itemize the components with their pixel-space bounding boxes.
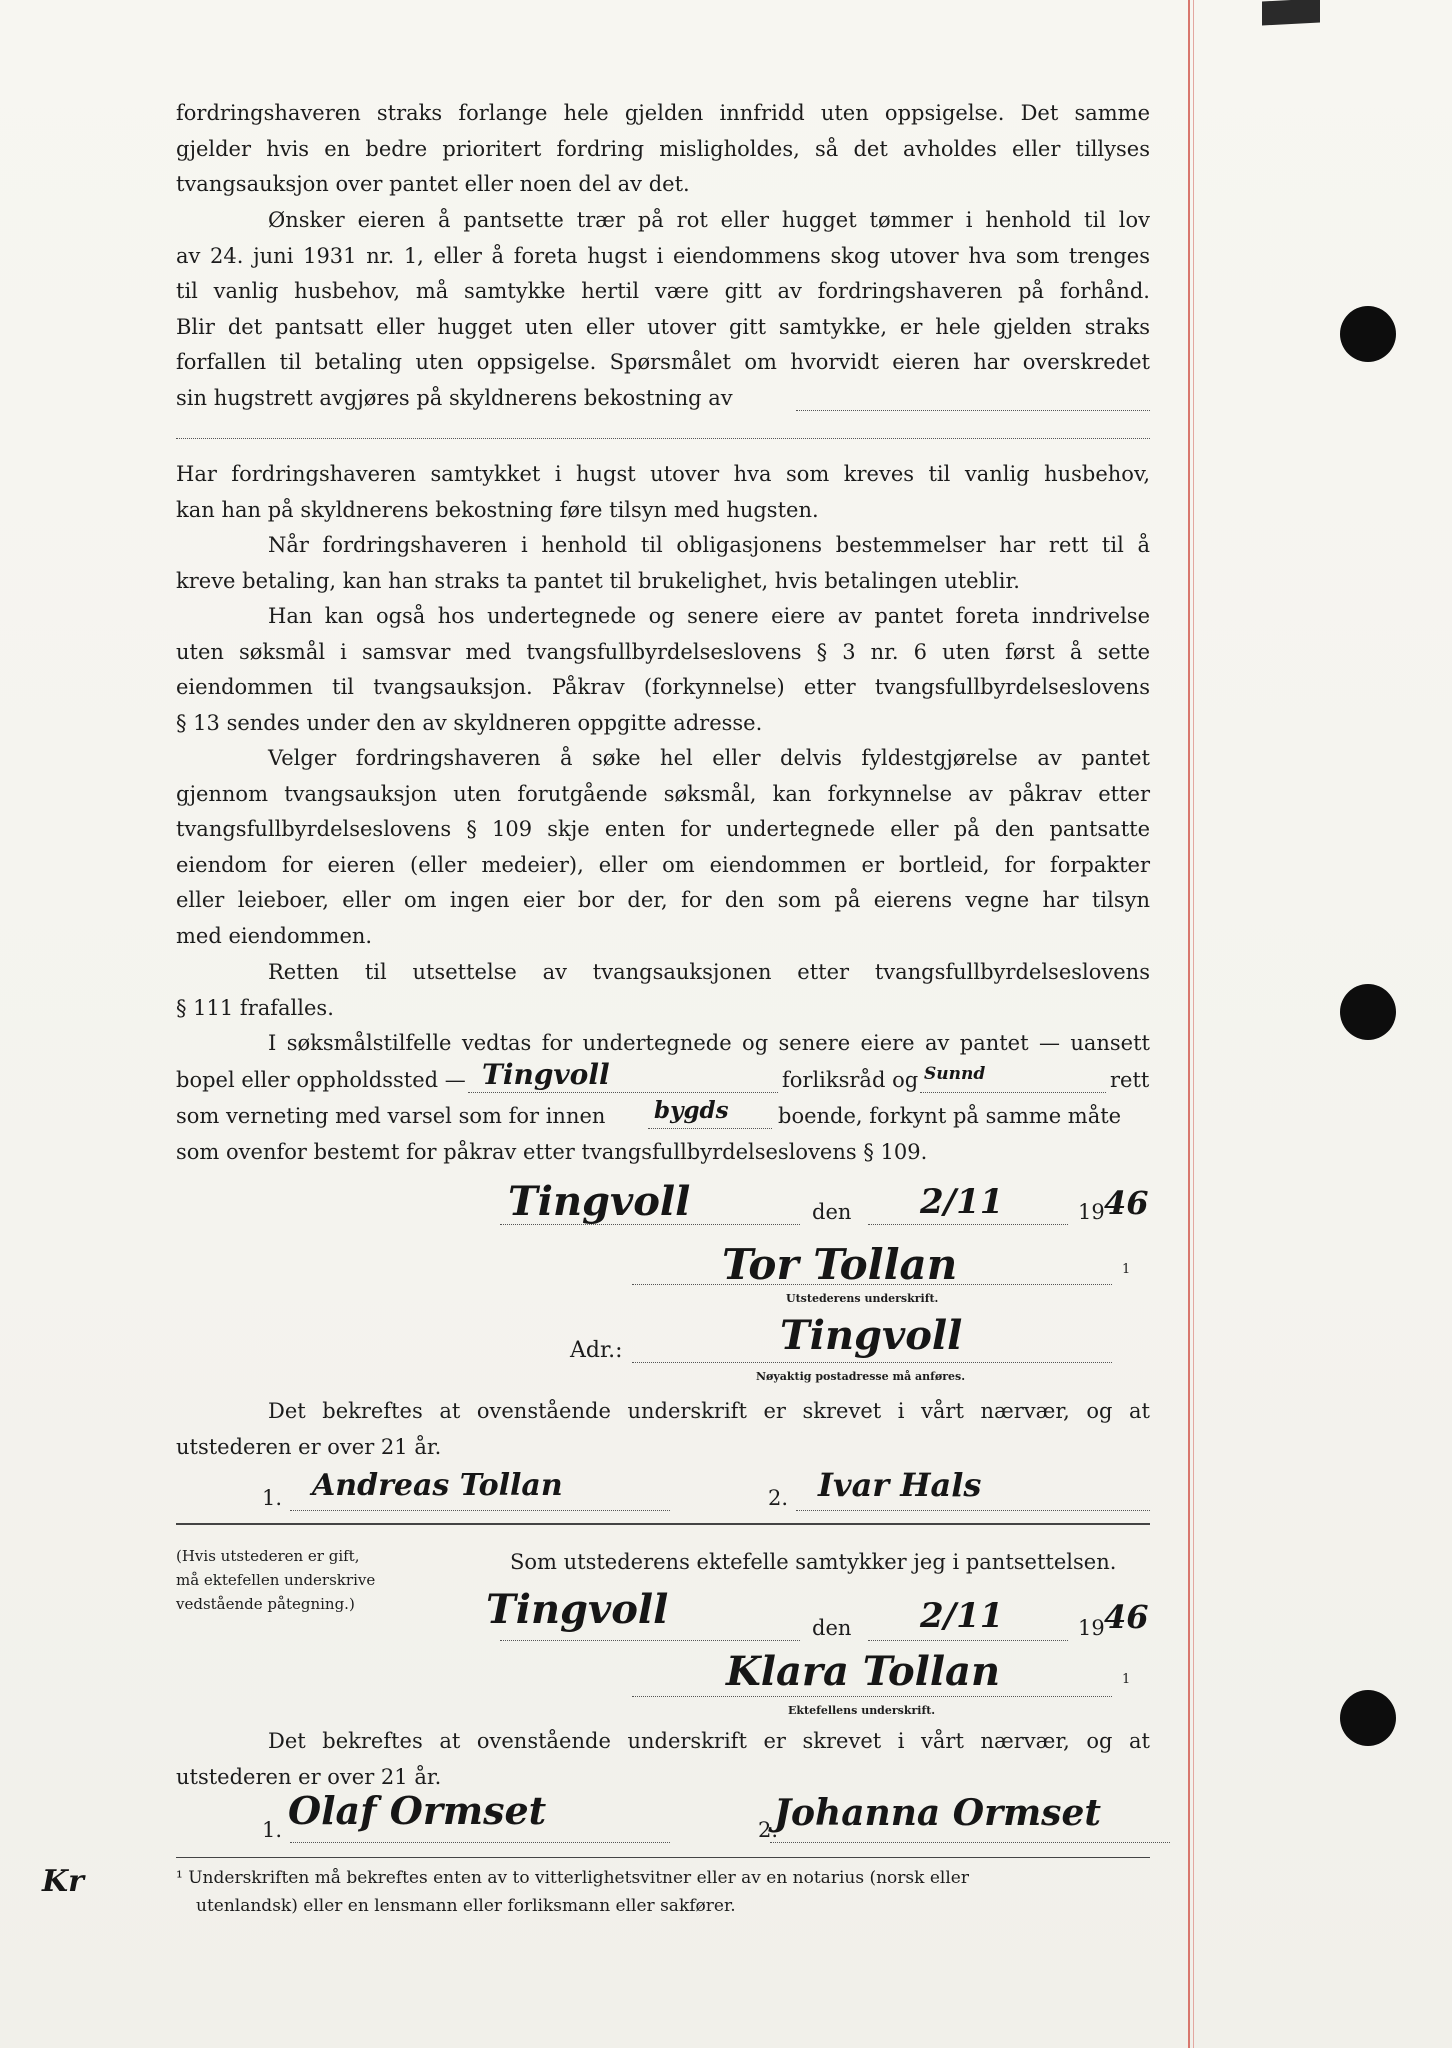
handwritten-date: 2/11 (920, 1182, 1004, 1222)
punch-hole (1340, 984, 1396, 1040)
venue-line-text: boende, forkynt på samme måte (778, 1104, 1122, 1128)
text-line: § 13 sendes under den av skyldneren oppgitte adresse. (176, 710, 763, 735)
spouse-note-line: (Hvis utstederen er gift, (176, 1547, 360, 1565)
witness3-field[interactable] (290, 1842, 670, 1843)
witness-signature: Ivar Hals (818, 1466, 982, 1504)
den-label: den (812, 1616, 852, 1640)
den-label: den (812, 1200, 852, 1224)
handwritten-year: 46 (1104, 1598, 1149, 1636)
footnote-line: ¹ Underskriften må bekreftes enten av to vitterlighetsvitner eller av en notarius (norsk eller (176, 1868, 969, 1888)
handwritten-rett-place: Sunnd (924, 1064, 986, 1084)
text-line: kreve betaling, kan han straks ta pantet til brukelighet, hvis betalingen uteblir. (176, 568, 1020, 593)
year-prefix: 19 (1078, 1200, 1105, 1224)
punch-hole (1340, 1690, 1396, 1746)
text-line: eiendom for eieren (eller medeier), eller om eiendommen er bortleid, for forpakter (176, 852, 1150, 877)
venue-line-text: som verneting med varsel som for innen (176, 1104, 606, 1128)
witness4-field[interactable] (770, 1842, 1170, 1843)
spouse-note-line: vedstående påtegning.) (176, 1595, 355, 1613)
margin-rule-inner (1193, 0, 1194, 2048)
text-line: gjelder hvis en bedre prioritert fordring misligholdes, så det avholdes eller tillyses (176, 136, 1150, 161)
paragraph-forced-auction (176, 741, 1150, 955)
text-line: uten søksmål i samsvar med tvangsfullbyrdelseslovens § 3 nr. 6 uten først å sette (176, 639, 1150, 664)
paragraph-enforcement (176, 599, 1150, 741)
spouse-consent: Som utstederens ektefelle samtykker jeg i pantsettelsen. (510, 1550, 1117, 1574)
paragraph-postponement (176, 955, 1150, 1026)
text-line: eller leieboer, eller om ingen eier bor der, for den som på eierens vegne har tilsyn (176, 888, 1150, 913)
address-field[interactable] (632, 1362, 1112, 1363)
punch-hole (1340, 306, 1396, 362)
paragraph-default-clause (176, 96, 1150, 203)
margin-handwritten-mark: Kr (42, 1864, 84, 1899)
paragraph-usufruct (176, 528, 1150, 599)
place-field[interactable] (500, 1224, 800, 1225)
text-line: Når fordringshaveren i henhold til obligasjonens bestemmelser har rett til å (268, 533, 1150, 557)
venue-line-text: rett (1110, 1068, 1150, 1092)
date-field[interactable] (868, 1224, 1068, 1225)
address-caption: Nøyaktig postadresse må anføres. (756, 1370, 966, 1383)
place-field[interactable] (500, 1640, 800, 1641)
witness-number: 2. (768, 1486, 789, 1510)
witness2-field[interactable] (796, 1510, 1150, 1511)
text-line: Har fordringshaveren samtykket i hugst utover hva som kreves til vanlig husbehov, (176, 462, 1150, 486)
footnote-line: utenlandsk) eller en lensmann eller forliksmann eller sakfører. (196, 1896, 736, 1916)
footnote (176, 1864, 1150, 1920)
issuer-signature-field[interactable] (632, 1284, 1112, 1285)
corner-mark (1262, 0, 1320, 26)
handwritten-forlik-place: Tingvoll (482, 1058, 610, 1091)
address-label: Adr.: (570, 1338, 623, 1363)
venue-line-text: forliksråd og (782, 1068, 919, 1092)
text-line: sin hugstrett avgjøres på skyldnerens bekostning av (176, 385, 733, 410)
footnote-divider (176, 1857, 1150, 1858)
venue-line-text: som ovenfor bestemt for påkrav etter tvangsfullbyrdelseslovens § 109. (176, 1140, 928, 1164)
footnote-marker: 1 (1122, 1262, 1131, 1277)
spouse-caption: Ektefellens underskrift. (788, 1704, 936, 1717)
witness-number: 2. (758, 1818, 779, 1842)
date-field[interactable] (868, 1640, 1068, 1641)
witness-signature: Johanna Ormset (774, 1792, 1101, 1834)
forlik-place-field[interactable] (468, 1092, 778, 1093)
handwritten-year: 46 (1104, 1184, 1149, 1222)
spouse-signature: Klara Tollan (726, 1648, 1001, 1695)
text-line: av 24. juni 1931 nr. 1, eller å foreta hugst i eiendommens skog utover hva som trenges (176, 243, 1150, 268)
spouse-signature-field[interactable] (632, 1696, 1112, 1697)
spouse-note (176, 1544, 375, 1616)
rett-place-field[interactable] (920, 1092, 1106, 1093)
handwritten-date: 2/11 (920, 1596, 1004, 1636)
handwritten-place: Tingvoll (486, 1586, 669, 1633)
text-line: gjennom tvangsauksjon uten forutgående søksmål, kan forkynnelse av påkrav etter (176, 781, 1150, 806)
text-line: forfallen til betaling uten oppsigelse. Spørsmålet om hvorvidt eieren har overskredet (176, 350, 1150, 375)
witness-signature: Olaf Ormset (288, 1788, 547, 1833)
footnote-marker: 1 (1122, 1672, 1131, 1687)
assessor-field-continued[interactable] (176, 438, 1150, 439)
divider (176, 1523, 1150, 1525)
witness1-field[interactable] (290, 1510, 670, 1511)
text-line: Velger fordringshaveren å søke hel eller delvis fyldestgjørelse av pantet (268, 746, 1150, 770)
text-line: utstederen er over 21 år. (176, 1434, 442, 1459)
handwritten-innen-word: bygds (654, 1097, 729, 1124)
text-line: tvangsauksjon over pantet eller noen del av det. (176, 172, 690, 197)
text-line: kan han på skyldnerens bekostning føre tilsyn med hugsten. (176, 497, 819, 522)
witness-number: 1. (262, 1818, 283, 1842)
text-line: til vanlig husbehov, må samtykke hertil være gitt av fordringshaveren på forhånd. (176, 279, 1150, 304)
issuer-caption: Utstederens underskrift. (786, 1292, 939, 1305)
handwritten-place: Tingvoll (508, 1178, 691, 1225)
witness-signature: Andreas Tollan (312, 1468, 563, 1503)
text-line: Ønsker eieren å pantsette trær på rot eller hugget tømmer i henhold til lov (268, 208, 1150, 232)
paragraph-logging-clause (176, 203, 1150, 417)
venue-line-text: bopel eller oppholdssted — (176, 1068, 466, 1092)
assessor-field[interactable] (796, 410, 1150, 411)
issuer-signature: Tor Tollan (722, 1240, 958, 1289)
text-line: Det bekreftes at ovenstående underskrift er skrevet i vårt nærvær, og at (268, 1729, 1150, 1753)
text-line: eiendommen til tvangsauksjon. Påkrav (forkynnelse) etter tvangsfullbyrdelseslovens (176, 675, 1150, 700)
witness-confirmation (176, 1724, 1150, 1795)
paragraph-venue (176, 1026, 1150, 1062)
text-line: Han kan også hos undertegnede og senere eiere av pantet foreta inndrivelse (268, 604, 1150, 628)
handwritten-address: Tingvoll (780, 1312, 963, 1359)
text-line: med eiendommen. (176, 923, 373, 948)
year-prefix: 19 (1078, 1616, 1105, 1640)
witness-confirmation (176, 1394, 1150, 1465)
witness-number: 1. (262, 1486, 283, 1510)
text-line: fordringshaveren straks forlange hele gjelden innfridd uten oppsigelse. Det samme (176, 101, 1150, 125)
text-line: I søksmålstilfelle vedtas for undertegnede og senere eiere av pantet — uansett (268, 1031, 1150, 1055)
text-line: utstederen er over 21 år. (176, 1764, 442, 1789)
text-line: Blir det pantsatt eller hugget uten eller utover gitt samtykke, er hele gjelden straks (176, 314, 1150, 339)
text-line: § 111 frafalles. (176, 995, 334, 1020)
text-line: Det bekreftes at ovenstående underskrift er skrevet i vårt nærvær, og at (268, 1399, 1150, 1423)
margin-rule (1188, 0, 1190, 2048)
text-line: tvangsfullbyrdelseslovens § 109 skje enten for undertegnede eller på den pantsatte (176, 817, 1150, 842)
spouse-note-line: må ektefellen underskrive (176, 1571, 376, 1589)
innen-field[interactable] (648, 1128, 772, 1129)
text-line: Retten til utsettelse av tvangsauksjonen etter tvangsfullbyrdelseslovens (268, 960, 1150, 984)
paragraph-supervision (176, 457, 1150, 528)
